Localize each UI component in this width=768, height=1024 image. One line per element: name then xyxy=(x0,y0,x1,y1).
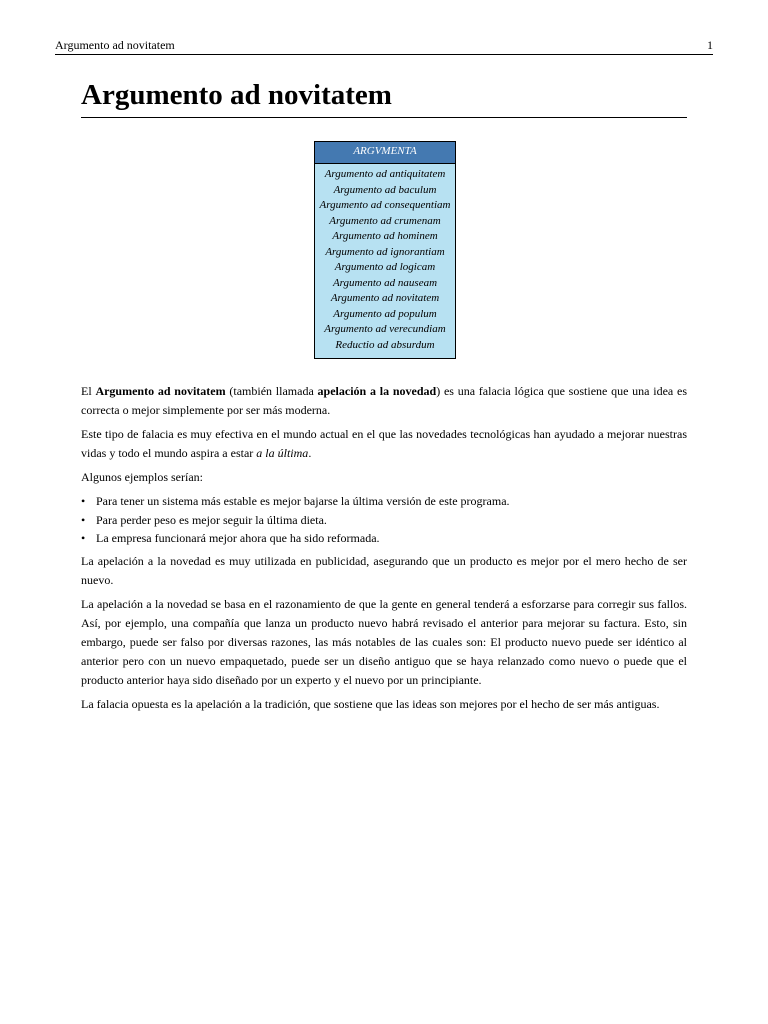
navbox-list xyxy=(315,164,455,358)
bullet-icon: • xyxy=(81,531,86,545)
intro-text-1: El xyxy=(81,384,96,398)
term-bold: Argumento ad novitatem xyxy=(95,384,226,398)
argumenta-navbox xyxy=(314,141,456,359)
navbox-link-verecundiam[interactable]: Argumento ad verecundiam xyxy=(324,323,446,335)
navbox-link-consequentiam[interactable]: Argumento ad consequentiam xyxy=(319,199,451,211)
navbox-link-antiquitatem[interactable]: Argumento ad antiquitatem xyxy=(324,168,446,180)
list-item xyxy=(81,529,687,548)
context-text-1: Este tipo de falacia es muy efectiva en el mundo actual en el que las novedades tecnológicas han ayudado a mejorar nuestras vidas y todo el mundo aspira a estar xyxy=(81,427,687,460)
list-item-text: Para tener un sistema más estable es mejor bajarse la última versión de este programa. xyxy=(96,494,510,508)
list-item xyxy=(81,492,687,511)
list-item-text: Para perder peso es mejor seguir la última dieta. xyxy=(96,512,327,527)
page-number: 1 xyxy=(707,38,713,52)
navbox-heading: ARGVMENTA xyxy=(315,142,455,164)
navbox-link-nauseam[interactable]: Argumento ad nauseam xyxy=(332,276,438,289)
navbox-link-ignorantiam[interactable]: Argumento ad ignorantiam xyxy=(325,245,445,258)
navbox-link-logicam[interactable]: Argumento ad logicam xyxy=(334,261,436,273)
intro-text-3: ) es una falacia lógica que sostiene que una idea es correcta o mejor simplemente por ser más moderna. xyxy=(81,384,688,417)
list-item-text: La empresa funcionará mejor ahora que ha sido reformada. xyxy=(96,531,380,545)
running-header xyxy=(55,38,713,55)
navbox-link-reductio-ad-absurdum[interactable]: Reductio ad absurdum xyxy=(335,338,435,351)
bullet-icon: • xyxy=(81,512,86,527)
list-item xyxy=(81,511,687,530)
navbox-link-hominem[interactable]: Argumento ad hominem xyxy=(332,230,438,242)
intro-text-2: (también llamada xyxy=(225,384,318,398)
page-title: Argumento ad novitatem xyxy=(81,78,687,118)
context-text-2: . xyxy=(308,446,312,460)
navbox-link-populum[interactable]: Argumento ad populum xyxy=(333,307,437,320)
navbox-link-crumenam[interactable]: Argumento ad crumenam xyxy=(329,214,441,227)
advertising-paragraph: La apelación a la novedad es muy utilizada en publicidad, asegurando que un producto es mejor por el mero hecho de ser nuevo. xyxy=(81,553,687,587)
running-header-title: Argumento ad novitatem xyxy=(55,38,175,52)
examples-intro: Algunos ejemplos serían: xyxy=(81,470,203,484)
context-paragraph xyxy=(81,425,687,463)
navbox-link-novitatem[interactable]: Argumento ad novitatem xyxy=(330,292,440,304)
alt-term-bold: apelación a la novedad xyxy=(317,384,437,398)
examples-list xyxy=(81,492,687,548)
reasoning-paragraph: La apelación a la novedad se basa en el razonamiento de que la gente en general tenderá a esforzarse para corregir sus fallos. Así, por ejemplo, una compañía que lanza un producto nuevo habrá revisado el anterior para mejorar su factura. Esto, sin embargo, puede ser falso por diversas razones, las más notables de las cuales son: El producto nuevo puede ser idéntico al anterior pero con un nuevo empaquetado, puede ser un diseño antiguo que se haya relanzado como nuevo o puede que el producto anterior haya sido diseñado por un experto y el nuevo por un principiante. xyxy=(81,596,687,687)
article-body xyxy=(81,382,687,719)
navbox-link-baculum[interactable]: Argumento ad baculum xyxy=(333,183,437,196)
intro-paragraph xyxy=(81,382,687,420)
bullet-icon: • xyxy=(81,494,86,508)
opposite-fallacy-paragraph: La falacia opuesta es la apelación a la tradición, que sostiene que las ideas son mejores por el hecho de ser más antiguas. xyxy=(81,696,660,711)
italic-phrase: a la última xyxy=(256,446,309,460)
